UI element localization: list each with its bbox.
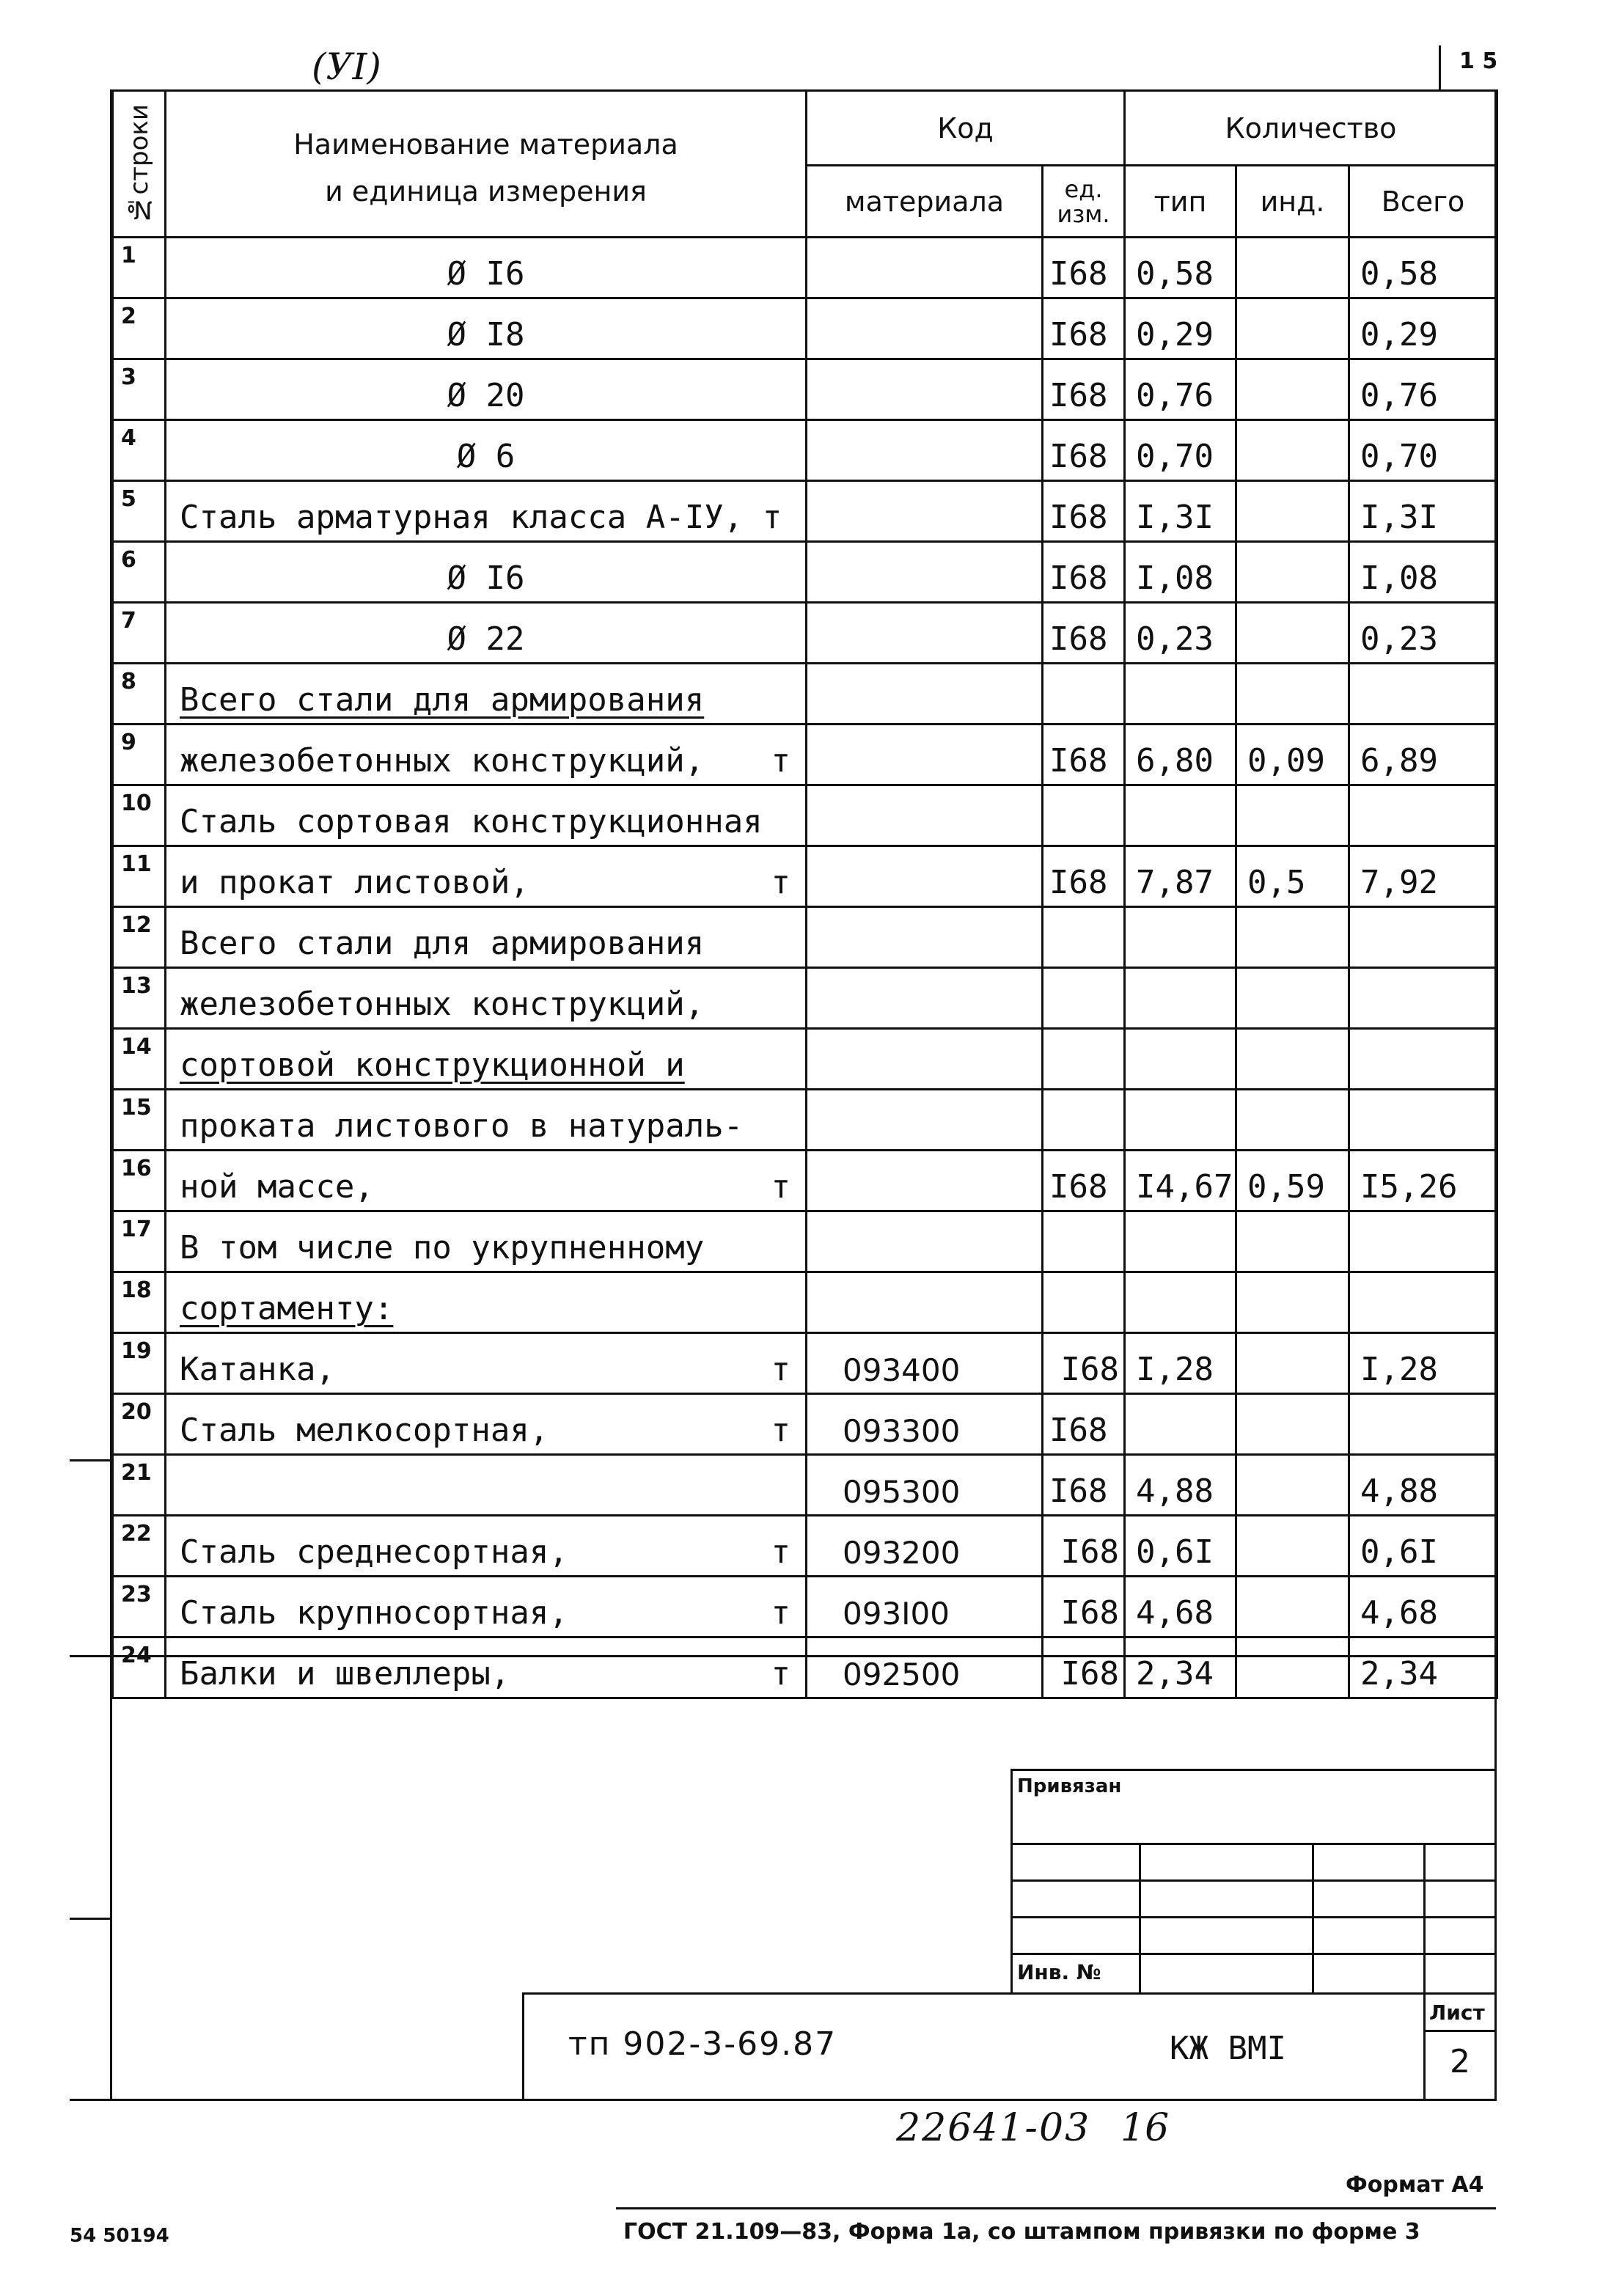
margin-tick-1: [70, 1459, 110, 1461]
binding-stamp: [1010, 1769, 1497, 1995]
qty-typ: [1125, 664, 1236, 725]
material-name-text: Сталь среднесортная,: [180, 1533, 568, 1571]
unit-code: I68: [1043, 725, 1125, 785]
qty-typ: 0,29: [1125, 298, 1236, 359]
row-number: 8: [113, 664, 166, 725]
row-number: 22: [113, 1516, 166, 1577]
material-name: [166, 1577, 807, 1637]
material-name: Ø I6: [166, 542, 807, 603]
qty-typ: [1125, 785, 1236, 846]
row-number: 13: [113, 968, 166, 1029]
qty-ind: [1236, 785, 1349, 846]
material-code: [807, 968, 1043, 1029]
material-code: [807, 1272, 1043, 1333]
qty-typ: [1125, 1090, 1236, 1151]
material-name-text: Сталь мелкосортная,: [180, 1412, 549, 1449]
unit-t: т: [771, 1594, 791, 1632]
material-name: Ø 22: [166, 603, 807, 664]
qty-typ: 7,87: [1125, 846, 1236, 907]
unit-code: [1043, 1029, 1125, 1090]
qty-total: 0,58: [1349, 238, 1497, 298]
qty-total: [1349, 1272, 1497, 1333]
qty-total: I,08: [1349, 542, 1497, 603]
row-number: 11: [113, 846, 166, 907]
material-code: [807, 481, 1043, 542]
unit-code: I68: [1043, 1333, 1125, 1394]
qty-total: 6,89: [1349, 725, 1497, 785]
qty-total: 0,70: [1349, 420, 1497, 481]
qty-ind: [1236, 1272, 1349, 1333]
unit-code: I68: [1043, 603, 1125, 664]
qty-typ: I4,67: [1125, 1151, 1236, 1211]
qty-typ: I,08: [1125, 542, 1236, 603]
material-name-text: железобетонных конструкций,: [180, 742, 705, 780]
qty-ind: [1236, 664, 1349, 725]
table-row: [113, 481, 1497, 542]
left-code: 54 50194: [70, 2225, 169, 2247]
material-name-text: Балки и швеллеры,: [180, 1655, 510, 1692]
qty-typ: [1125, 968, 1236, 1029]
material-name: проката листового в натураль-: [166, 1090, 807, 1151]
material-name: [166, 1516, 807, 1577]
material-code: [807, 420, 1043, 481]
inventory-number-label: Инв. №: [1017, 1960, 1101, 1984]
unit-code: [1043, 664, 1125, 725]
material-code: 093I00: [807, 1577, 1043, 1637]
material-code: [807, 359, 1043, 420]
table-row: [113, 968, 1497, 1029]
qty-typ: 0,58: [1125, 238, 1236, 298]
sheet-label: Лист: [1429, 2000, 1485, 2025]
table-row: [113, 542, 1497, 603]
qty-ind: [1236, 238, 1349, 298]
row-number: 15: [113, 1090, 166, 1151]
material-code: [807, 542, 1043, 603]
unit-code: [1043, 785, 1125, 846]
qty-ind: [1236, 420, 1349, 481]
row-number: 10: [113, 785, 166, 846]
stamp-col: [1423, 1843, 1426, 1995]
row-number-header: №строки: [113, 91, 166, 238]
code-header: Код: [807, 91, 1125, 166]
table-row: [113, 1090, 1497, 1151]
qty-total: [1349, 907, 1497, 968]
title-block: [522, 1992, 1497, 2101]
qty-total: [1349, 1029, 1497, 1090]
row-number: 21: [113, 1455, 166, 1516]
qty-typ: [1125, 1394, 1236, 1455]
table-row: [113, 238, 1497, 298]
material-code: [807, 785, 1043, 846]
qty-ind: [1236, 298, 1349, 359]
qty-typ: [1125, 1272, 1236, 1333]
qty-typ: 4,88: [1125, 1455, 1236, 1516]
unit-t: т: [771, 1533, 791, 1571]
qty-ind: [1236, 1090, 1349, 1151]
row-number: 18: [113, 1272, 166, 1333]
qty-ind: [1236, 542, 1349, 603]
material-code: [807, 1211, 1043, 1272]
unit-t: т: [771, 742, 791, 780]
margin-tick-2: [70, 1918, 110, 1920]
unit-t: т: [771, 1412, 791, 1449]
qty-total: I5,26: [1349, 1151, 1497, 1211]
table-row: [113, 603, 1497, 664]
qty-total: [1349, 1211, 1497, 1272]
unit-code: I68: [1043, 1577, 1125, 1637]
qty-typ: 0,70: [1125, 420, 1236, 481]
material-name: [166, 1637, 807, 1698]
row-number: 5: [113, 481, 166, 542]
material-name: [166, 1333, 807, 1394]
unit-code: I68: [1043, 1394, 1125, 1455]
row-number: 20: [113, 1394, 166, 1455]
row-number: 2: [113, 298, 166, 359]
table-row: [113, 1211, 1497, 1272]
document-mark: КЖ ВМI: [1170, 2030, 1286, 2067]
stamp-col: [1312, 1843, 1314, 1995]
material-name: Ø 20: [166, 359, 807, 420]
material-name-text: Катанка,: [180, 1351, 335, 1388]
qty-ind: 0,09: [1236, 725, 1349, 785]
table-row: [113, 1516, 1497, 1577]
qty-total: 0,23: [1349, 603, 1497, 664]
unit-code: [1043, 907, 1125, 968]
qty-total: 0,76: [1349, 359, 1497, 420]
material-code: 092500: [807, 1637, 1043, 1698]
unit-code: [1043, 1090, 1125, 1151]
table-row: [113, 1637, 1497, 1698]
qty-total: 0,29: [1349, 298, 1497, 359]
row-number: 16: [113, 1151, 166, 1211]
unit-code: I68: [1043, 1455, 1125, 1516]
material-name: Всего стали для армирования: [166, 907, 807, 968]
material-name: [166, 1151, 807, 1211]
qty-total: [1349, 1394, 1497, 1455]
material-name: Сталь арматурная класса А-IУ, т: [166, 481, 807, 542]
material-name: [166, 664, 807, 725]
qty-ind: 0,5: [1236, 846, 1349, 907]
unit-code: I68: [1043, 1151, 1125, 1211]
unit-code: [1043, 1211, 1125, 1272]
qty-total: [1349, 664, 1497, 725]
unit-code: I68: [1043, 1516, 1125, 1577]
material-code: [807, 1090, 1043, 1151]
material-code: [807, 664, 1043, 725]
qty-typ: 2,34: [1125, 1637, 1236, 1698]
qty-total: 7,92: [1349, 846, 1497, 907]
qty-typ: I,28: [1125, 1333, 1236, 1394]
corner-tick: [1439, 45, 1441, 89]
row-number: 1: [113, 238, 166, 298]
table-row: [113, 1577, 1497, 1637]
qty-typ: 6,80: [1125, 725, 1236, 785]
qty-typ: 0,6I: [1125, 1516, 1236, 1577]
material-code: [807, 298, 1043, 359]
quantity-header: Количество: [1125, 91, 1497, 166]
material-name: В том числе по укрупненному: [166, 1211, 807, 1272]
qty-ind: [1236, 1455, 1349, 1516]
material-name: [166, 1455, 807, 1516]
unit-code: I68: [1043, 238, 1125, 298]
row-number: 3: [113, 359, 166, 420]
row-number: 17: [113, 1211, 166, 1272]
material-name: Ø I6: [166, 238, 807, 298]
total-header: Всего: [1349, 166, 1497, 238]
qty-total: [1349, 1090, 1497, 1151]
unit-code: I68: [1043, 1637, 1125, 1698]
material-name: Ø 6: [166, 420, 807, 481]
ind-header: инд.: [1236, 166, 1349, 238]
stamp-col: [1139, 1843, 1141, 1995]
material-code: 093200: [807, 1516, 1043, 1577]
row-number: 23: [113, 1577, 166, 1637]
material-name: [166, 846, 807, 907]
row-number: 9: [113, 725, 166, 785]
table-row: [113, 1455, 1497, 1516]
format-label: Формат А4: [1346, 2172, 1484, 2198]
row-number: 12: [113, 907, 166, 968]
qty-ind: [1236, 1211, 1349, 1272]
table-row: [113, 298, 1497, 359]
table-row: [113, 1029, 1497, 1090]
qty-ind: [1236, 1577, 1349, 1637]
unit-code: [1043, 1272, 1125, 1333]
material-code-header: материала: [807, 166, 1043, 238]
material-name: [166, 1394, 807, 1455]
material-name: [166, 1029, 807, 1090]
qty-total: I,3I: [1349, 481, 1497, 542]
table-row: [113, 725, 1497, 785]
handwritten-page: 16: [1120, 2106, 1170, 2150]
qty-total: 0,6I: [1349, 1516, 1497, 1577]
qty-ind: [1236, 1637, 1349, 1698]
handwritten-number: 22641-03: [896, 2106, 1091, 2150]
row-number: 7: [113, 603, 166, 664]
sheet-number: 2: [1450, 2043, 1470, 2080]
typ-header: тип: [1125, 166, 1236, 238]
material-name-text: и прокат листовой,: [180, 864, 529, 901]
material-name-text: сортовой конструкционной и: [180, 1046, 685, 1084]
qty-typ: 0,23: [1125, 603, 1236, 664]
qty-total: I,28: [1349, 1333, 1497, 1394]
table-row: [113, 907, 1497, 968]
material-code: 093400: [807, 1333, 1043, 1394]
qty-ind: [1236, 603, 1349, 664]
document-code: тп 902-3-69.87: [568, 2025, 837, 2063]
materials-table: [111, 89, 1498, 1699]
material-name: Ø I8: [166, 298, 807, 359]
qty-typ: 4,68: [1125, 1577, 1236, 1637]
qty-typ: [1125, 907, 1236, 968]
qty-ind: [1236, 1333, 1349, 1394]
material-name: Сталь сортовая конструкционная: [166, 785, 807, 846]
unit-code: I68: [1043, 846, 1125, 907]
sheet-rule: [1423, 2030, 1497, 2032]
unit-code: I68: [1043, 298, 1125, 359]
row-number: 14: [113, 1029, 166, 1090]
material-code: [807, 603, 1043, 664]
material-name-text: Всего стали для армирования: [180, 681, 705, 719]
unit-code: [1043, 968, 1125, 1029]
table-row: [113, 1272, 1497, 1333]
qty-total: 2,34: [1349, 1637, 1497, 1698]
unit-t: т: [771, 1351, 791, 1388]
unit-t: т: [771, 1655, 791, 1692]
material-name: [166, 1272, 807, 1333]
top-mark: (УI): [312, 45, 381, 88]
material-code: [807, 846, 1043, 907]
qty-typ: [1125, 1029, 1236, 1090]
table-row: [113, 1394, 1497, 1455]
qty-ind: [1236, 359, 1349, 420]
sheet-col: [1423, 1995, 1426, 2101]
row-number: 24: [113, 1637, 166, 1698]
material-code: [807, 1029, 1043, 1090]
qty-typ: [1125, 1211, 1236, 1272]
row-number: 19: [113, 1333, 166, 1394]
material-code: [807, 725, 1043, 785]
unit-code: I68: [1043, 481, 1125, 542]
unit-code: I68: [1043, 420, 1125, 481]
footer-rule: [616, 2207, 1496, 2209]
table-row: [113, 359, 1497, 420]
material-code: 093300: [807, 1394, 1043, 1455]
unit-header: ед. изм.: [1043, 166, 1125, 238]
bound-label: Привязан: [1017, 1775, 1122, 1797]
page-corner: 1 5: [1459, 48, 1498, 74]
qty-ind: [1236, 1394, 1349, 1455]
gost-note: ГОСТ 21.109—83, Форма 1а, со штампом привязки по форме 3: [623, 2219, 1420, 2245]
material-name-text: ной массе,: [180, 1168, 374, 1206]
qty-total: [1349, 785, 1497, 846]
qty-ind: [1236, 907, 1349, 968]
qty-total: [1349, 968, 1497, 1029]
qty-ind: [1236, 968, 1349, 1029]
row-number: 6: [113, 542, 166, 603]
qty-ind: [1236, 1029, 1349, 1090]
table-row: [113, 846, 1497, 907]
material-name: железобетонных конструкций,: [166, 968, 807, 1029]
unit-t: т: [771, 864, 791, 901]
material-code: [807, 238, 1043, 298]
unit-code: I68: [1043, 542, 1125, 603]
table-row: [113, 420, 1497, 481]
qty-typ: I,3I: [1125, 481, 1236, 542]
material-code: [807, 1151, 1043, 1211]
material-name-text: сортаменту:: [180, 1290, 394, 1327]
table-row: [113, 785, 1497, 846]
table-row: [113, 664, 1497, 725]
table-row: [113, 1151, 1497, 1211]
material-name: [166, 725, 807, 785]
material-name-text: Сталь крупносортная,: [180, 1594, 568, 1632]
unit-code: I68: [1043, 359, 1125, 420]
row-number: 4: [113, 420, 166, 481]
table-row: [113, 1333, 1497, 1394]
qty-total: 4,68: [1349, 1577, 1497, 1637]
qty-ind: 0,59: [1236, 1151, 1349, 1211]
qty-ind: [1236, 481, 1349, 542]
qty-typ: 0,76: [1125, 359, 1236, 420]
material-code: 095300: [807, 1455, 1043, 1516]
name-header: Наименование материала и единица измерения: [166, 91, 807, 238]
qty-total: 4,88: [1349, 1455, 1497, 1516]
qty-ind: [1236, 1516, 1349, 1577]
unit-t: т: [771, 1168, 791, 1206]
material-code: [807, 907, 1043, 968]
